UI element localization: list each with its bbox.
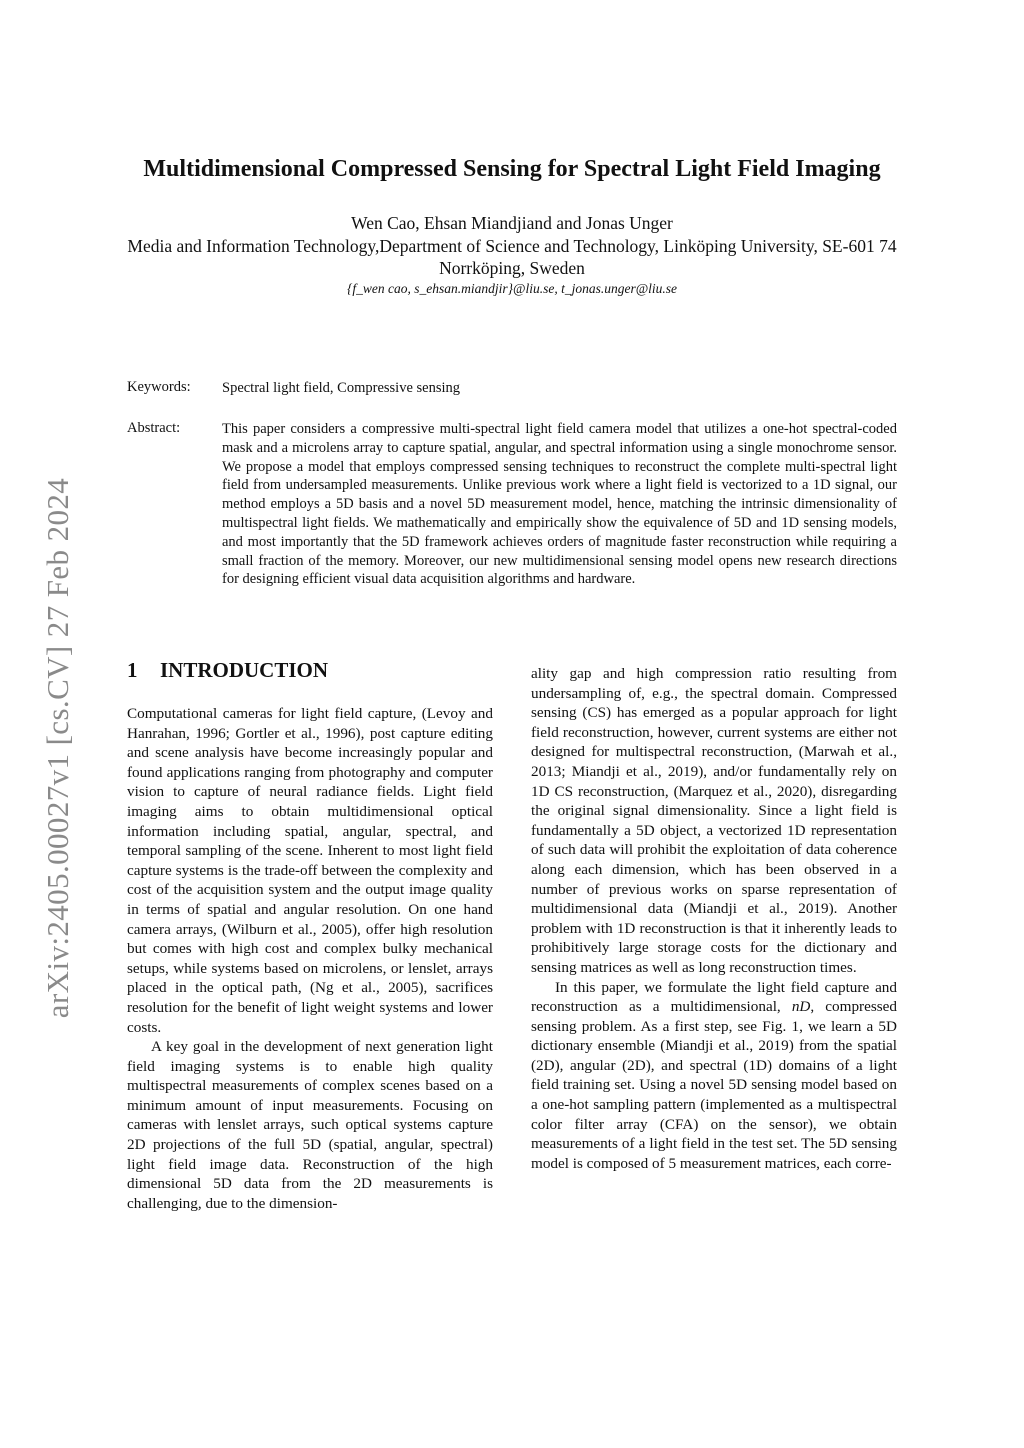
author-emails: {f_wen cao, s_ehsan.miandjir}@liu.se, t_jonas.unger@liu.se [347,281,677,296]
affiliation: Media and Information Technology,Department of Science and Technology, Linköping University, SE-601 74 Norrköping, Sweden [127,236,897,278]
paper-title: Multidimensional Compressed Sensing for Spectral Light Field Imaging [143,156,881,182]
paragraph-4-rest: , compressed sensing problem. As a first step, see Fig. 1, we learn a 5D dictionary ensemble (Miandji et al., 2019) from the spatial (2D), angular (2D), and spectral (1D) domains of a light field training set. Using a novel 5D sensing model based on a one-hot sampling pattern (implemented as a multispectral color filter array (CFA) on the sensor), we obtain measurements of a light field in the test set. The 5D sensing model is composed of 5 measurement matrices, each corre- [531,998,897,1172]
section-heading [127,658,328,683]
abstract-label: Abstract: [127,420,181,436]
left-column [127,704,493,1213]
section-title: INTRODUCTION [160,658,329,682]
intro-paragraph-3: ality gap and high compression ratio resulting from undersampling of, e.g., the spectral domain. Compressed sensing (CS) has emerged as a popular approach for light field reconstruction, however, current systems are either not designed for multispectral reconstruction, (Marwah et al., 2013; Miandji et al., 2019), and/or fundamentally rely on 1D CS reconstruction, (Marquez et al., 2020), disregarding the original signal dimensionality. Since a light field is fundamentally a 5D object, a vectorized 1D representation of such data will prohibit the exploitation of data coherence along each dimension, which has been observed in a number of previous works on sparse representation of multidimensional data (Miandji et al., 2019). Another problem with 1D reconstruction is that it inherently leads to prohibitively large storage costs for the dictionary and sensing matrices as well as long reconstruction times. [531,665,897,976]
intro-paragraph-4 [531,978,897,1174]
paragraph-4-start: In this paper, we formulate the light field capture and reconstruction as a multidimensional, [531,978,897,1016]
intro-paragraph-1: Computational cameras for light field capture, (Levoy and Hanrahan, 1996; Gortler et al., 1996), post capture editing and scene analysis have become increasingly popular and found applications ranging from photography and computer vision to capture of neural radiance fields. Light field imaging aims to obtain multidimensional optical information including spatial, angular, spectral, and temporal sampling of the scene. Inherent to most light field capture systems is the trade-off between the complexity and cost of the acquisition system and the output image quality in terms of spatial and angular resolution. On one hand camera arrays, (Wilburn et al., 2005), offer high resolution but comes with high cost and complex bulky mechanical setups, while systems based on microlens, or lenslet, arrays placed in the optical path, (Ng et al., 2005), sacrifices resolution for the benefit of light weight systems and lower costs. [127,705,493,1036]
arxiv-identifier[interactable]: arXiv:2405.00027v1 [cs.CV] 27 Feb 2024 [40,477,75,1019]
keywords-label: Keywords: [127,379,191,395]
section-number: 1 [127,658,138,682]
right-column [531,664,897,1173]
author-list: Wen Cao, Ehsan Miandjiand and Jonas Unger [351,213,673,233]
nd-term: nD [791,998,811,1016]
keywords-text: Spectral light field, Compressive sensing [222,380,461,396]
abstract-text: This paper considers a compressive multi-spectral light field camera model that utilizes a one-hot spectral-coded mask and a microlens array to capture spatial, angular, and spectral information using a single monochrome sensor. We propose a model that employs compressed sensing techniques to reconstruct the complete multi-spectral light field from undersampled measurements. Unlike previous work where a light field is vectorized to a 1D signal, our method employs a 5D basis and a novel 5D measurement model, hence, matching the intrinsic dimensionality of multispectral light fields. We mathematically and empirically show the equivalence of 5D and 1D sensing models, and most importantly that the 5D framework achieves orders of magnitude faster reconstruction while requiring a small fraction of the memory. Moreover, our new multidimensional sensing model opens new research directions for designing efficient visual data acquisition algorithms and hardware. [222,421,897,588]
intro-paragraph-2: A key goal in the development of next generation light field imaging systems is to enable high quality multispectral measurements of complex scenes based on a minimum amount of input measurements. Focusing on cameras with lenslet arrays, such optical systems capture 2D projections of the full 5D (spatial, angular, spectral) light field image data. Reconstruction of the high dimensional 5D data from the 2D measurements is challenging, due to the dimension- [127,1038,493,1212]
